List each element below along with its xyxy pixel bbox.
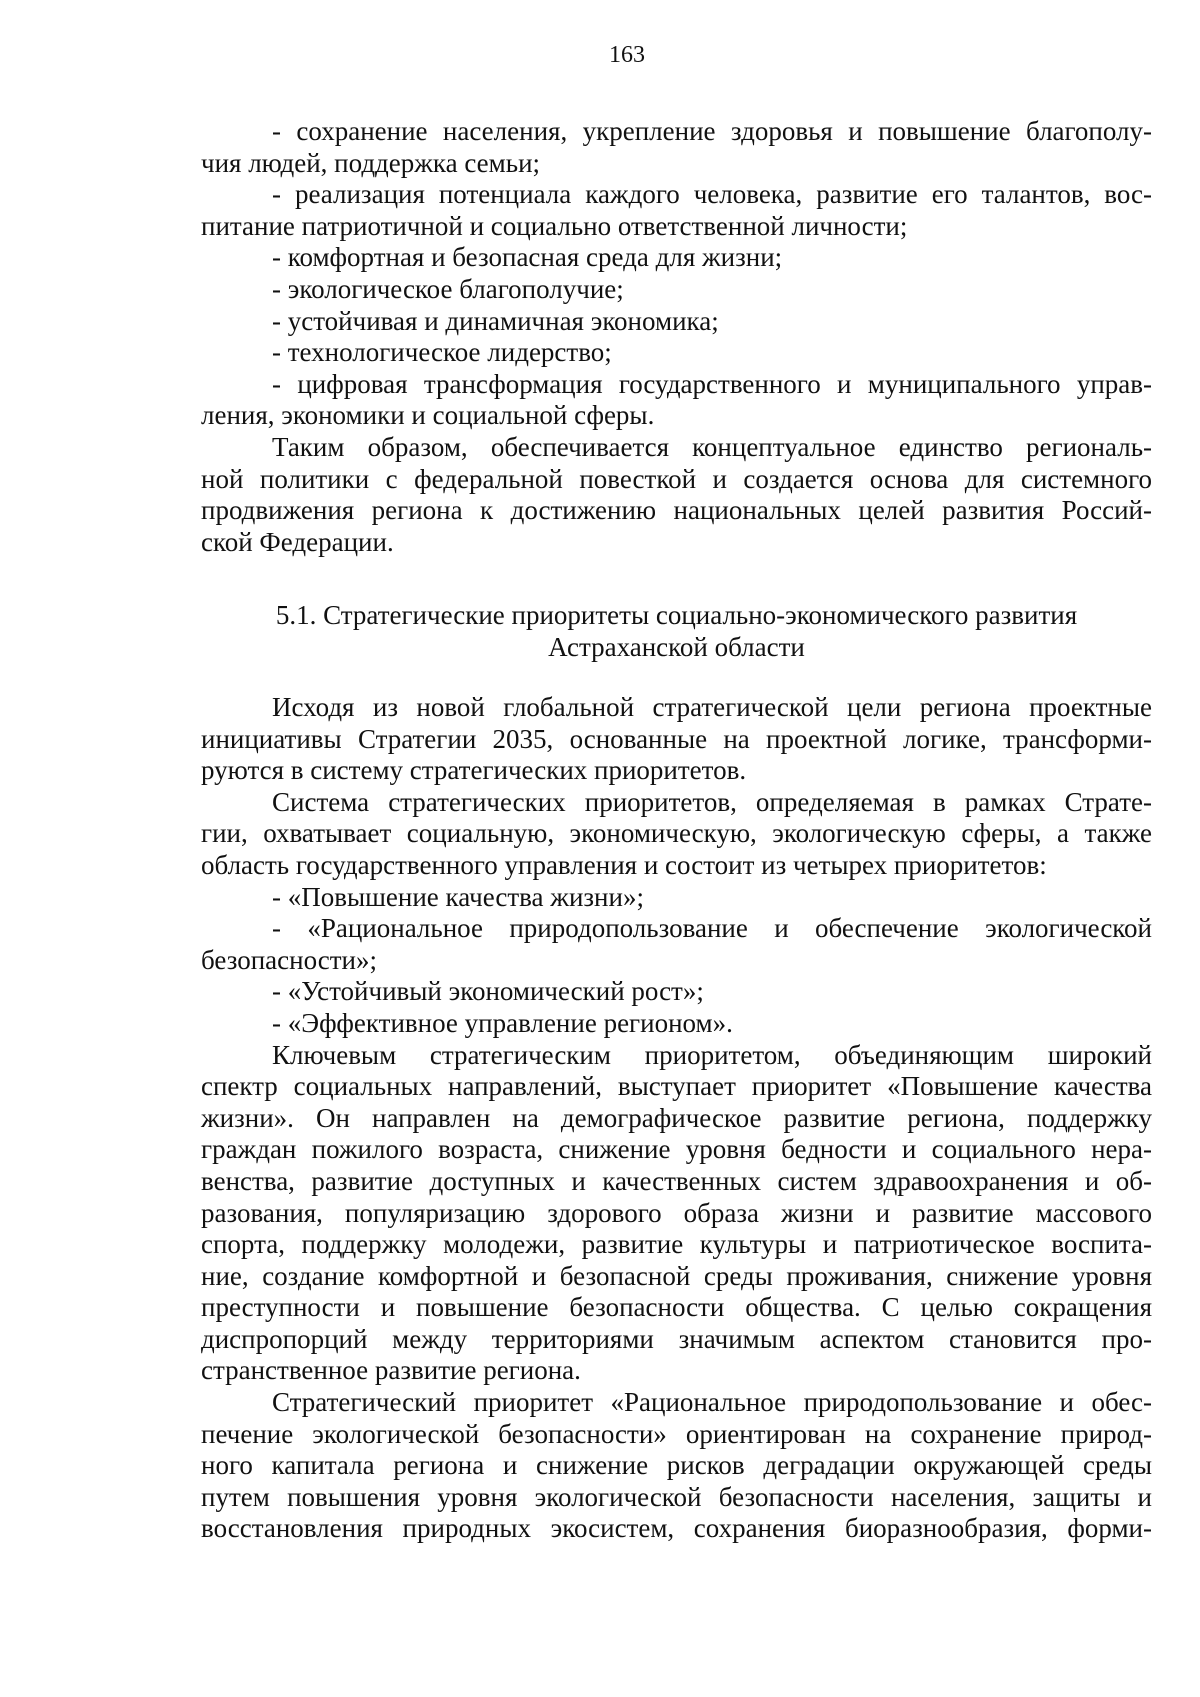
text-line: странственное развитие региона.	[201, 1355, 581, 1386]
text-line: - экологическое благополучие;	[272, 273, 624, 304]
text-line: ной политики с федеральной повесткой и создается основа для системного	[201, 463, 1152, 494]
text-line: спектр социальных направлений, выступает приоритет «Повышение качества	[201, 1071, 1152, 1102]
section-heading	[201, 600, 1152, 663]
text-line: инициативы Стратегии 2035, основанные на проектной логике, трансформи-	[201, 723, 1152, 754]
text-line: - «Повышение качества жизни»;	[272, 881, 644, 912]
text-line: безопасности»;	[201, 944, 377, 975]
text-line: Таким образом, обеспечивается концептуальное единство региональ-	[272, 431, 1152, 462]
text-line: диспропорций между территориями значимым аспектом становится про-	[201, 1323, 1152, 1354]
intro-text-block	[201, 116, 1152, 558]
section-heading-line-2: Астраханской области	[548, 631, 805, 662]
text-line: венства, развитие доступных и качественных систем здравоохранения и об-	[201, 1165, 1152, 1196]
text-line: ления, экономики и социальной сферы.	[201, 400, 655, 431]
text-line: область государственного управления и состоит из четырех приоритетов:	[201, 849, 1047, 880]
page-number: 163	[609, 42, 645, 68]
text-line: преступности и повышение безопасности общества. С целью сокращения	[201, 1292, 1152, 1323]
text-line: спорта, поддержку молодежи, развитие культуры и патриотическое воспита-	[201, 1229, 1152, 1260]
text-line: разования, популяризацию здорового образа жизни и развитие массового	[201, 1197, 1152, 1228]
text-line: гии, охватывает социальную, экономическую, экологическую сферы, а также	[201, 818, 1152, 849]
text-line: Стратегический приоритет «Рациональное природопользование и обес-	[272, 1387, 1152, 1418]
text-line: руются в систему стратегических приоритетов.	[201, 755, 747, 786]
text-line: - цифровая трансформация государственного и муниципального управ-	[272, 368, 1152, 399]
text-line: ного капитала региона и снижение рисков деградации окружающей среды	[201, 1450, 1152, 1481]
text-line: питание патриотичной и социально ответственной личности;	[201, 210, 908, 241]
text-line: ской Федерации.	[201, 526, 394, 557]
text-line: - реализация потенциала каждого человека, развитие его талантов, вос-	[272, 179, 1152, 210]
text-line: граждан пожилого возраста, снижение уровня бедности и социального нера-	[201, 1134, 1152, 1165]
text-line: Система стратегических приоритетов, определяемая в рамках Страте-	[272, 786, 1152, 817]
text-line: - «Эффективное управление регионом».	[272, 1007, 733, 1038]
text-line: Исходя из новой глобальной стратегической цели региона проектные	[272, 692, 1152, 722]
text-line: продвижения региона к достижению национальных целей развития Россий-	[201, 495, 1152, 526]
section-heading-line-1: 5.1. Стратегические приоритеты социально-экономического развития	[275, 600, 1078, 630]
text-line: путем повышения уровня экологической безопасности населения, защиты и	[201, 1481, 1152, 1512]
text-line: чия людей, поддержка семьи;	[201, 147, 541, 178]
text-line: - «Устойчивый экономический рост»;	[272, 976, 704, 1007]
text-line: - технологическое лидерство;	[272, 337, 612, 368]
text-line: - «Рациональное природопользование и обеспечение экологической	[272, 913, 1152, 944]
text-line: - комфортная и безопасная среда для жизни;	[272, 242, 783, 273]
text-line: жизни». Он направлен на демографическое развитие региона, поддержку	[201, 1102, 1152, 1133]
text-line: - устойчивая и динамичная экономика;	[272, 305, 719, 336]
text-line: ние, создание комфортной и безопасной среды проживания, снижение уровня	[201, 1260, 1152, 1291]
text-line: - сохранение населения, укрепление здоровья и повышение благополу-	[272, 116, 1152, 146]
text-line: восстановления природных экосистем, сохранения биоразнообразия, форми-	[201, 1513, 1152, 1544]
text-line: печение экологической безопасности» ориентирован на сохранение природ-	[201, 1418, 1152, 1449]
section-text-block	[201, 692, 1152, 1545]
text-line: Ключевым стратегическим приоритетом, объединяющим широкий	[272, 1039, 1152, 1070]
